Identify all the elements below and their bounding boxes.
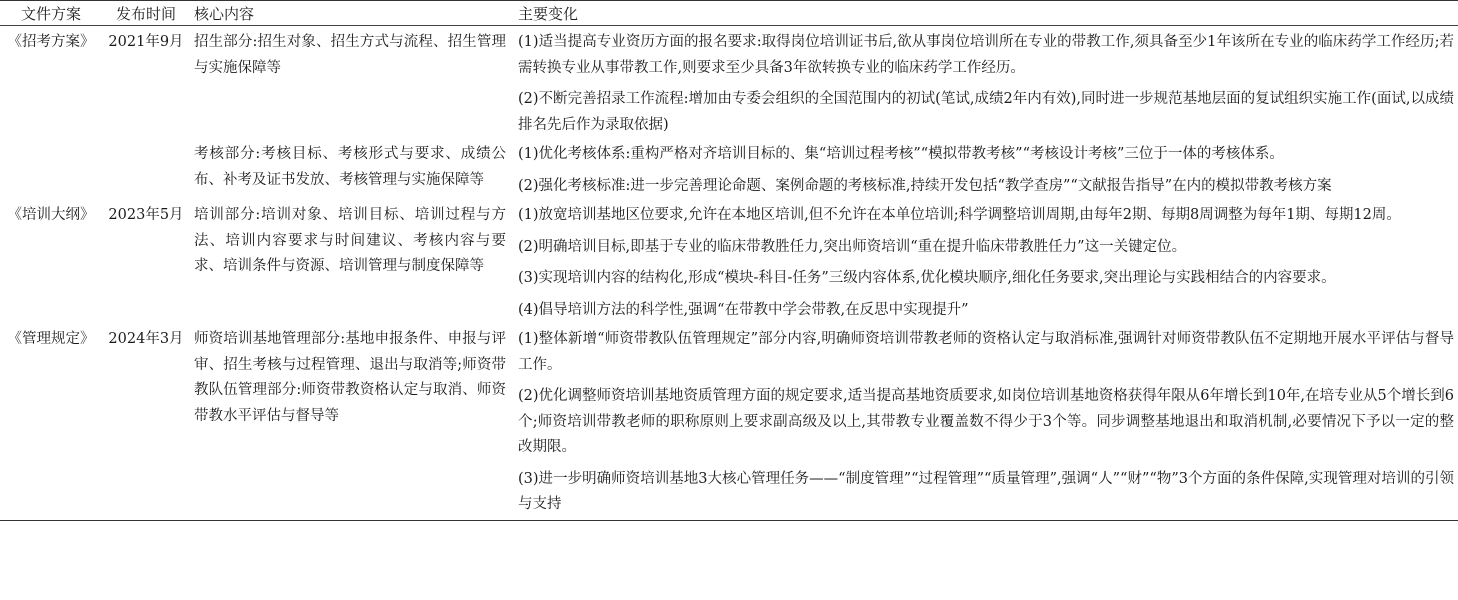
change-item: (2)强化考核标准:进一步完善理论命题、案例命题的考核标准,持续开发包括“教学查房”“文献报告指导”在内的模拟带教考核方案	[518, 177, 1332, 194]
table-row	[0, 199, 1458, 323]
doc-name: 《管理规定》	[0, 323, 102, 520]
table-row	[0, 138, 1458, 199]
header-core: 核心内容	[190, 1, 514, 26]
change-item: (1)整体新增“师资带教队伍管理规定”部分内容,明确师资培训带教老师的资格认定与取消标准,强调针对师资带教队伍不定期地开展水平评估与督导工作。	[518, 331, 1454, 373]
header-date: 发布时间	[102, 1, 190, 26]
core-content: 师资培训基地管理部分:基地申报条件、申报与评审、招生考核与过程管理、退出与取消等;师资带教队伍管理部分:师资带教资格认定与取消、师资带教水平评估与督导等	[190, 323, 514, 520]
change-item: (2)优化调整师资培训基地资质管理方面的规定要求,适当提高基地资质要求,如岗位培训基地资格获得年限从6年增长到10年,在培专业从5个增长到6个;师资培训带教老师的职称原则上要求副高级及以上,其带教专业覆盖数不得少于3个等。同步调整基地退出和取消机制,必要情况下予以一定的整改期限。	[518, 388, 1454, 455]
core-content: 培训部分:培训对象、培训目标、培训过程与方法、培训内容要求与时间建议、考核内容与要求、培训条件与资源、培训管理与制度保障等	[194, 207, 506, 274]
table-body	[0, 26, 1458, 521]
publish-date	[102, 138, 190, 199]
header-doc: 文件方案	[0, 1, 102, 26]
header-row	[0, 1, 1458, 26]
table-header	[0, 1, 1458, 26]
publish-date: 2021年9月	[108, 34, 184, 50]
table-row	[0, 26, 1458, 139]
doc-name: 《招考方案》	[7, 34, 95, 50]
main-changes	[514, 26, 1458, 139]
change-item: (1)适当提高专业资历方面的报名要求:取得岗位培训证书后,欲从事岗位培训所在专业的带教工作,须具备至少1年该所在专业的临床药学工作经历;若需转换专业从事带教工作,则要求至少具备3年欲转换专业的临床药学工作经历。	[518, 34, 1454, 76]
change-item: (1)放宽培训基地区位要求,允许在本地区培训,但不允许在本单位培训;科学调整培训周期,由每年2期、每期8周调整为每年1期、每期12周。	[518, 207, 1401, 223]
doc-name	[0, 138, 102, 199]
publish-date: 2023年5月	[108, 207, 184, 223]
core-content: 招生部分:招生对象、招生方式与流程、招生管理与实施保障等	[194, 34, 506, 76]
table-row	[0, 323, 1458, 520]
doc-name: 《培训大纲》	[7, 207, 95, 223]
change-item: (1)优化考核体系:重构严格对齐培训目标的、集“培训过程考核”“模拟带教考核”“考核设计考核”三位于一体的考核体系。	[518, 146, 1284, 162]
main-changes	[514, 138, 1458, 199]
header-changes: 主要变化	[514, 1, 1458, 26]
change-item: (2)明确培训目标,即基于专业的临床带教胜任力,突出师资培训“重在提升临床带教胜任力”这一关键定位。	[518, 238, 1187, 255]
main-changes	[514, 323, 1458, 520]
core-content: 考核部分:考核目标、考核形式与要求、成绩公布、补考及证书发放、考核管理与实施保障等	[194, 146, 506, 188]
publish-date: 2024年3月	[102, 323, 190, 520]
change-item: (2)不断完善招录工作流程:增加由专委会组织的全国范围内的初试(笔试,成绩2年内有效),同时进一步规范基地层面的复试组织实施工作(面试,以成绩排名先后作为录取依据)	[518, 91, 1454, 133]
main-changes	[514, 199, 1458, 323]
change-item: (3)实现培训内容的结构化,形成“模块-科目-任务”三级内容体系,优化模块顺序,细化任务要求,突出理论与实践相结合的内容要求。	[518, 270, 1336, 286]
change-item: (3)进一步明确师资培训基地3大核心管理任务——“制度管理”“过程管理”“质量管理”,强调“人”“财”“物”3个方面的条件保障,实现管理对培训的引领与支持	[518, 470, 1454, 512]
change-item: (4)倡导培训方法的科学性,强调“在带教中学会带教,在反思中实现提升”	[518, 301, 969, 318]
